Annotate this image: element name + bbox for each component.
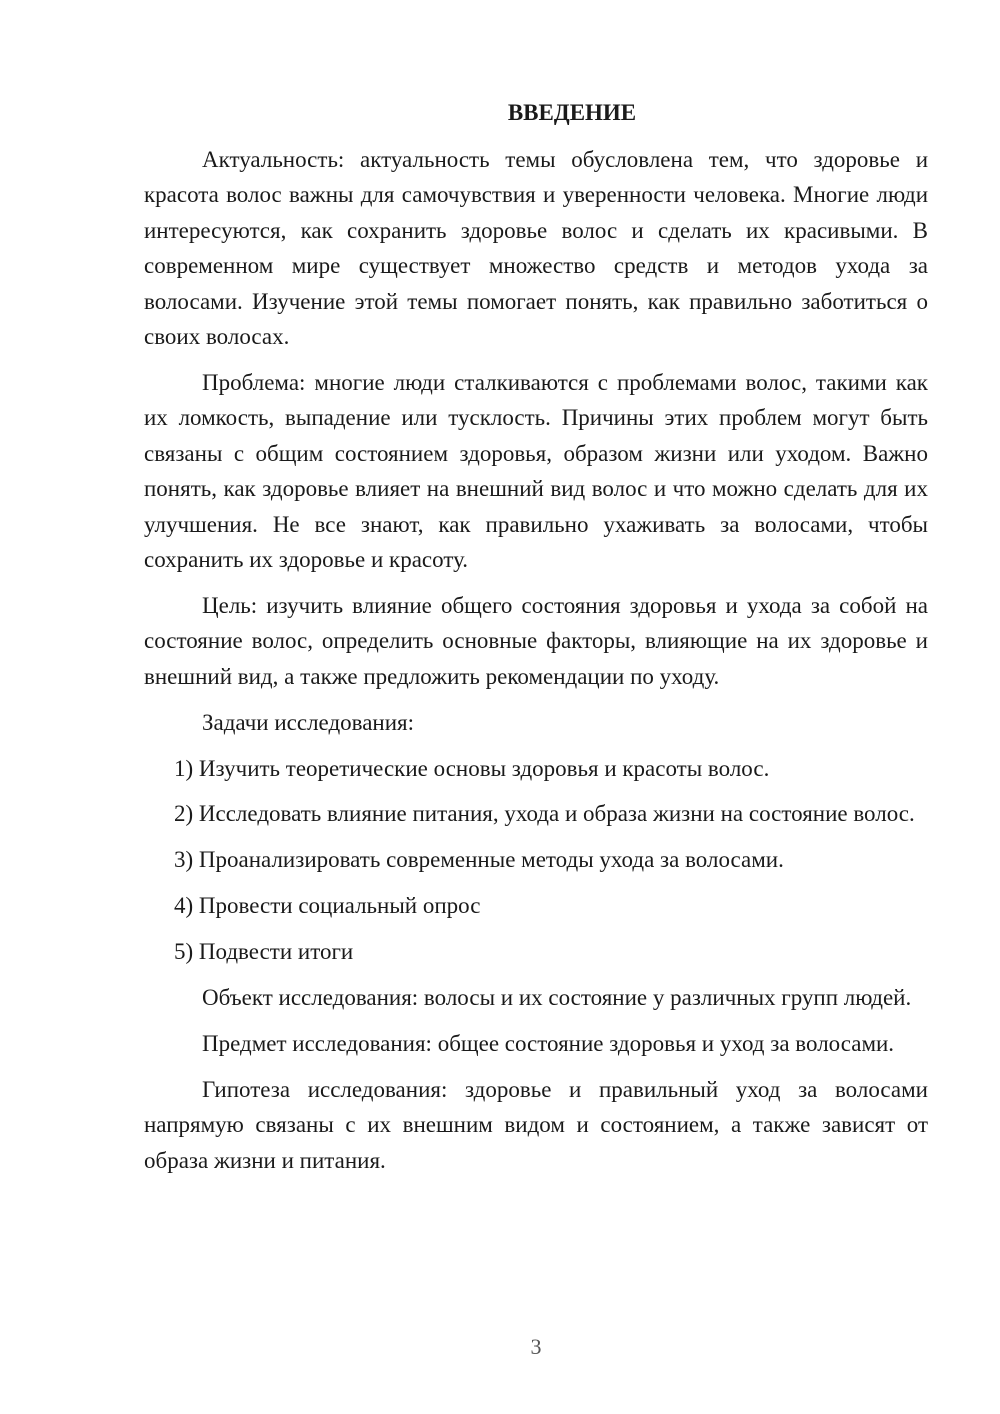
task-item-4: 4) Провести социальный опрос (174, 893, 481, 919)
task-item-1: 1) Изучить теоретические основы здоровья и красоты волос. (174, 755, 770, 781)
paragraph-subject: Предмет исследования: общее состояние здоровья и уход за волосами. (202, 1030, 895, 1056)
paragraph-relevance: Актуальность: актуальность темы обусловлена тем, что здоровье и красота волос важны для самочувствия и уверенности человека. Многие люди интересуются, как сохранить здоровье волос и сделать их красивыми. В современном мире существует множество средств и методов ухода за волосами. Изучение этой темы помогает понять, как правильно заботиться о своих волосах. (144, 147, 928, 350)
page-number: 3 (530, 1334, 542, 1359)
page-title: ВВЕДЕНИЕ (507, 100, 637, 125)
task-item-2: 2) Исследовать влияние питания, ухода и образа жизни на состояние волос. (174, 801, 915, 827)
paragraph-hypothesis: Гипотеза исследования: здоровье и правильный уход за волосами напрямую связаны с их внешним видом и состоянием, а также зависят от образа жизни и питания. (144, 1076, 928, 1173)
paragraph-problem: Проблема: многие люди сталкиваются с проблемами волос, такими как их ломкость, выпадение или тусклость. Причины этих проблем могут быть связаны с общим состоянием здоровья, образом жизни или уходом. Важно понять, как здоровье влияет на внешний вид волос и что можно сделать для их улучшения. Не все знают, как правильно ухаживать за волосами, чтобы сохранить их здоровье и красоту. (144, 369, 928, 572)
page-body (144, 95, 928, 1189)
tasks-label: Задачи исследования: (202, 709, 415, 735)
task-item-5: 5) Подвести итоги (174, 939, 354, 965)
paragraph-object: Объект исследования: волосы и их состояние у различных групп людей. (202, 985, 912, 1011)
task-item-3: 3) Проанализировать современные методы ухода за волосами. (174, 847, 784, 873)
paragraph-goal: Цель: изучить влияние общего состояния здоровья и ухода за собой на состояние волос, определить основные факторы, влияющие на их здоровье и внешний вид, а также предложить рекомендации по уходу. (144, 592, 928, 689)
